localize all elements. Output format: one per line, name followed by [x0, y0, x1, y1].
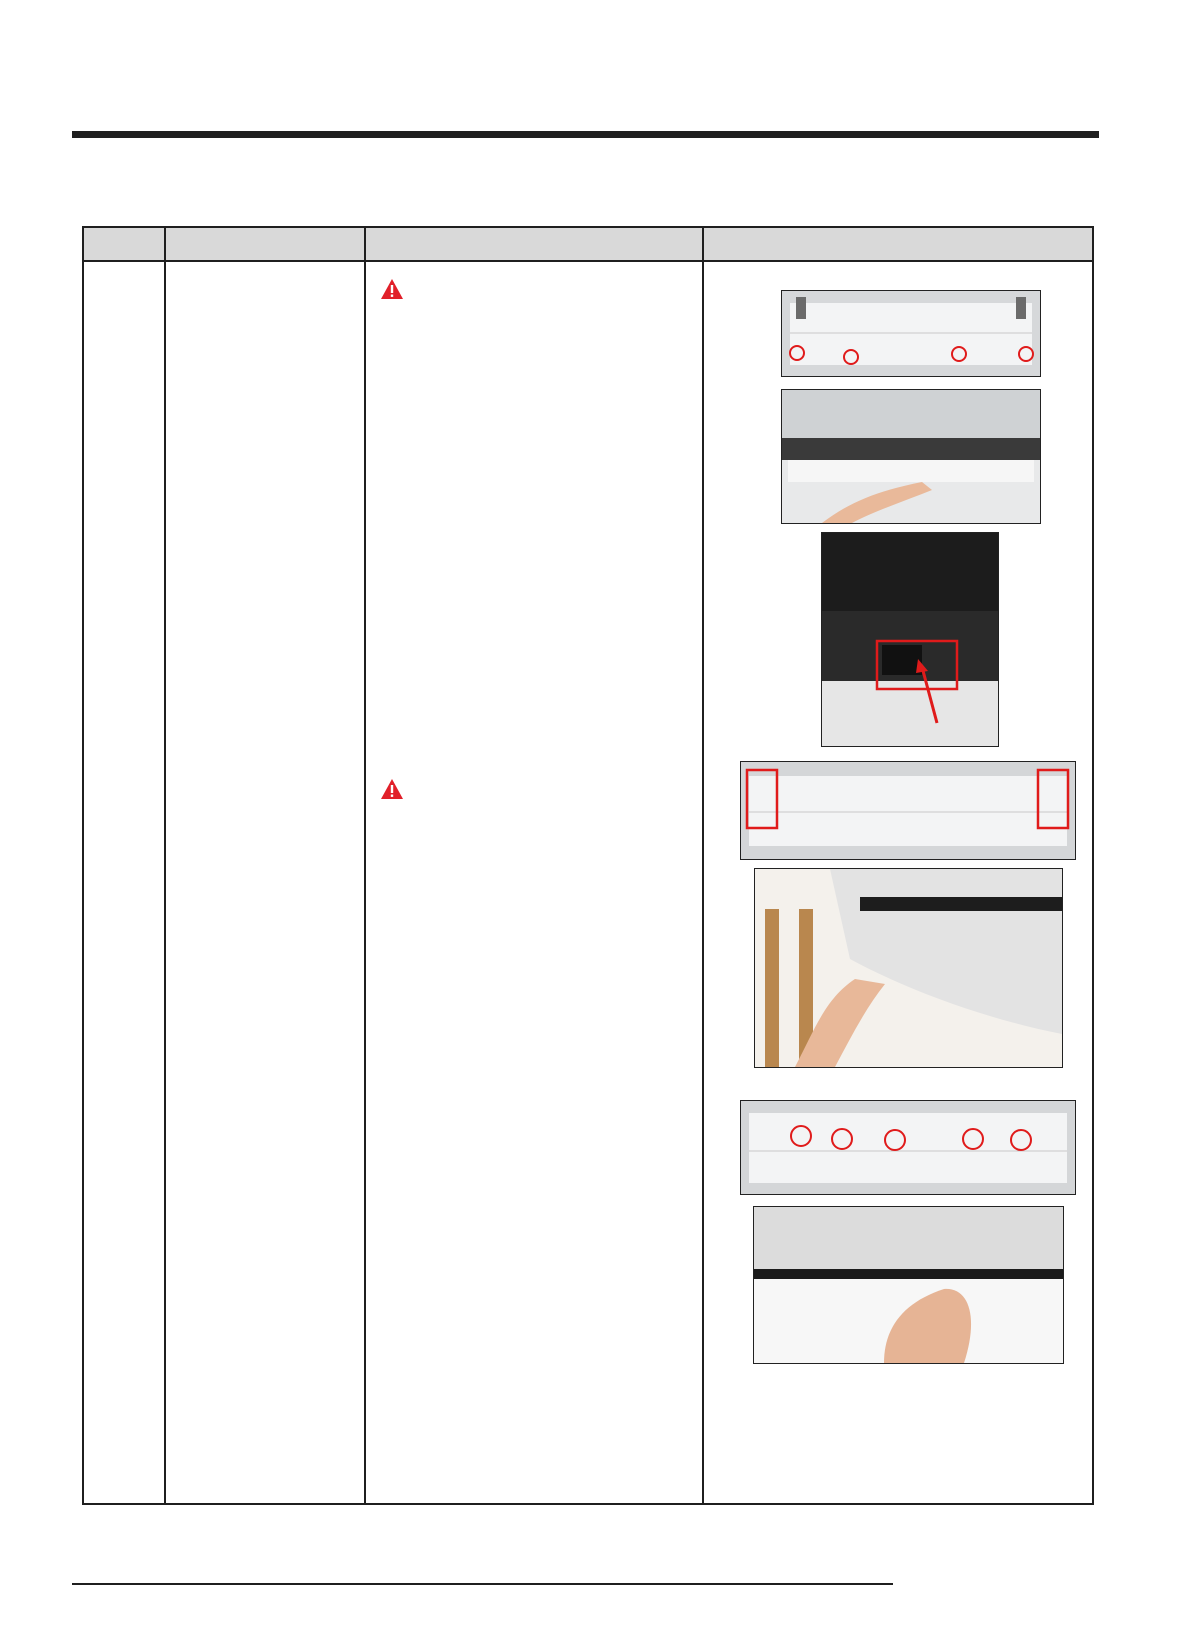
table-header-row: [83, 227, 1093, 261]
header-remarks: [365, 227, 703, 261]
cell-no: [83, 261, 165, 1504]
panel-clips-photo: [740, 761, 1076, 860]
cell-photos: [703, 261, 1093, 1504]
panel-screws-photo: [781, 290, 1041, 377]
cell-remarks: [365, 261, 703, 1504]
panel-install-photo: [753, 1206, 1064, 1364]
panel-removal-photo: [754, 868, 1063, 1068]
warning-icon: [380, 278, 404, 300]
header-procedure: [165, 227, 365, 261]
procedure-table: [82, 226, 1094, 1505]
header-photos: [703, 227, 1093, 261]
unit-underside-photo: [781, 389, 1041, 524]
table-row: [83, 261, 1093, 1504]
panel-screws-photo-2: [740, 1100, 1076, 1195]
top-rule: [72, 131, 1099, 138]
bottom-rule: [72, 1583, 893, 1585]
warning-icon: [380, 778, 404, 800]
cell-procedure: [165, 261, 365, 1504]
header-no: [83, 227, 165, 261]
connector-photo: [821, 532, 999, 747]
